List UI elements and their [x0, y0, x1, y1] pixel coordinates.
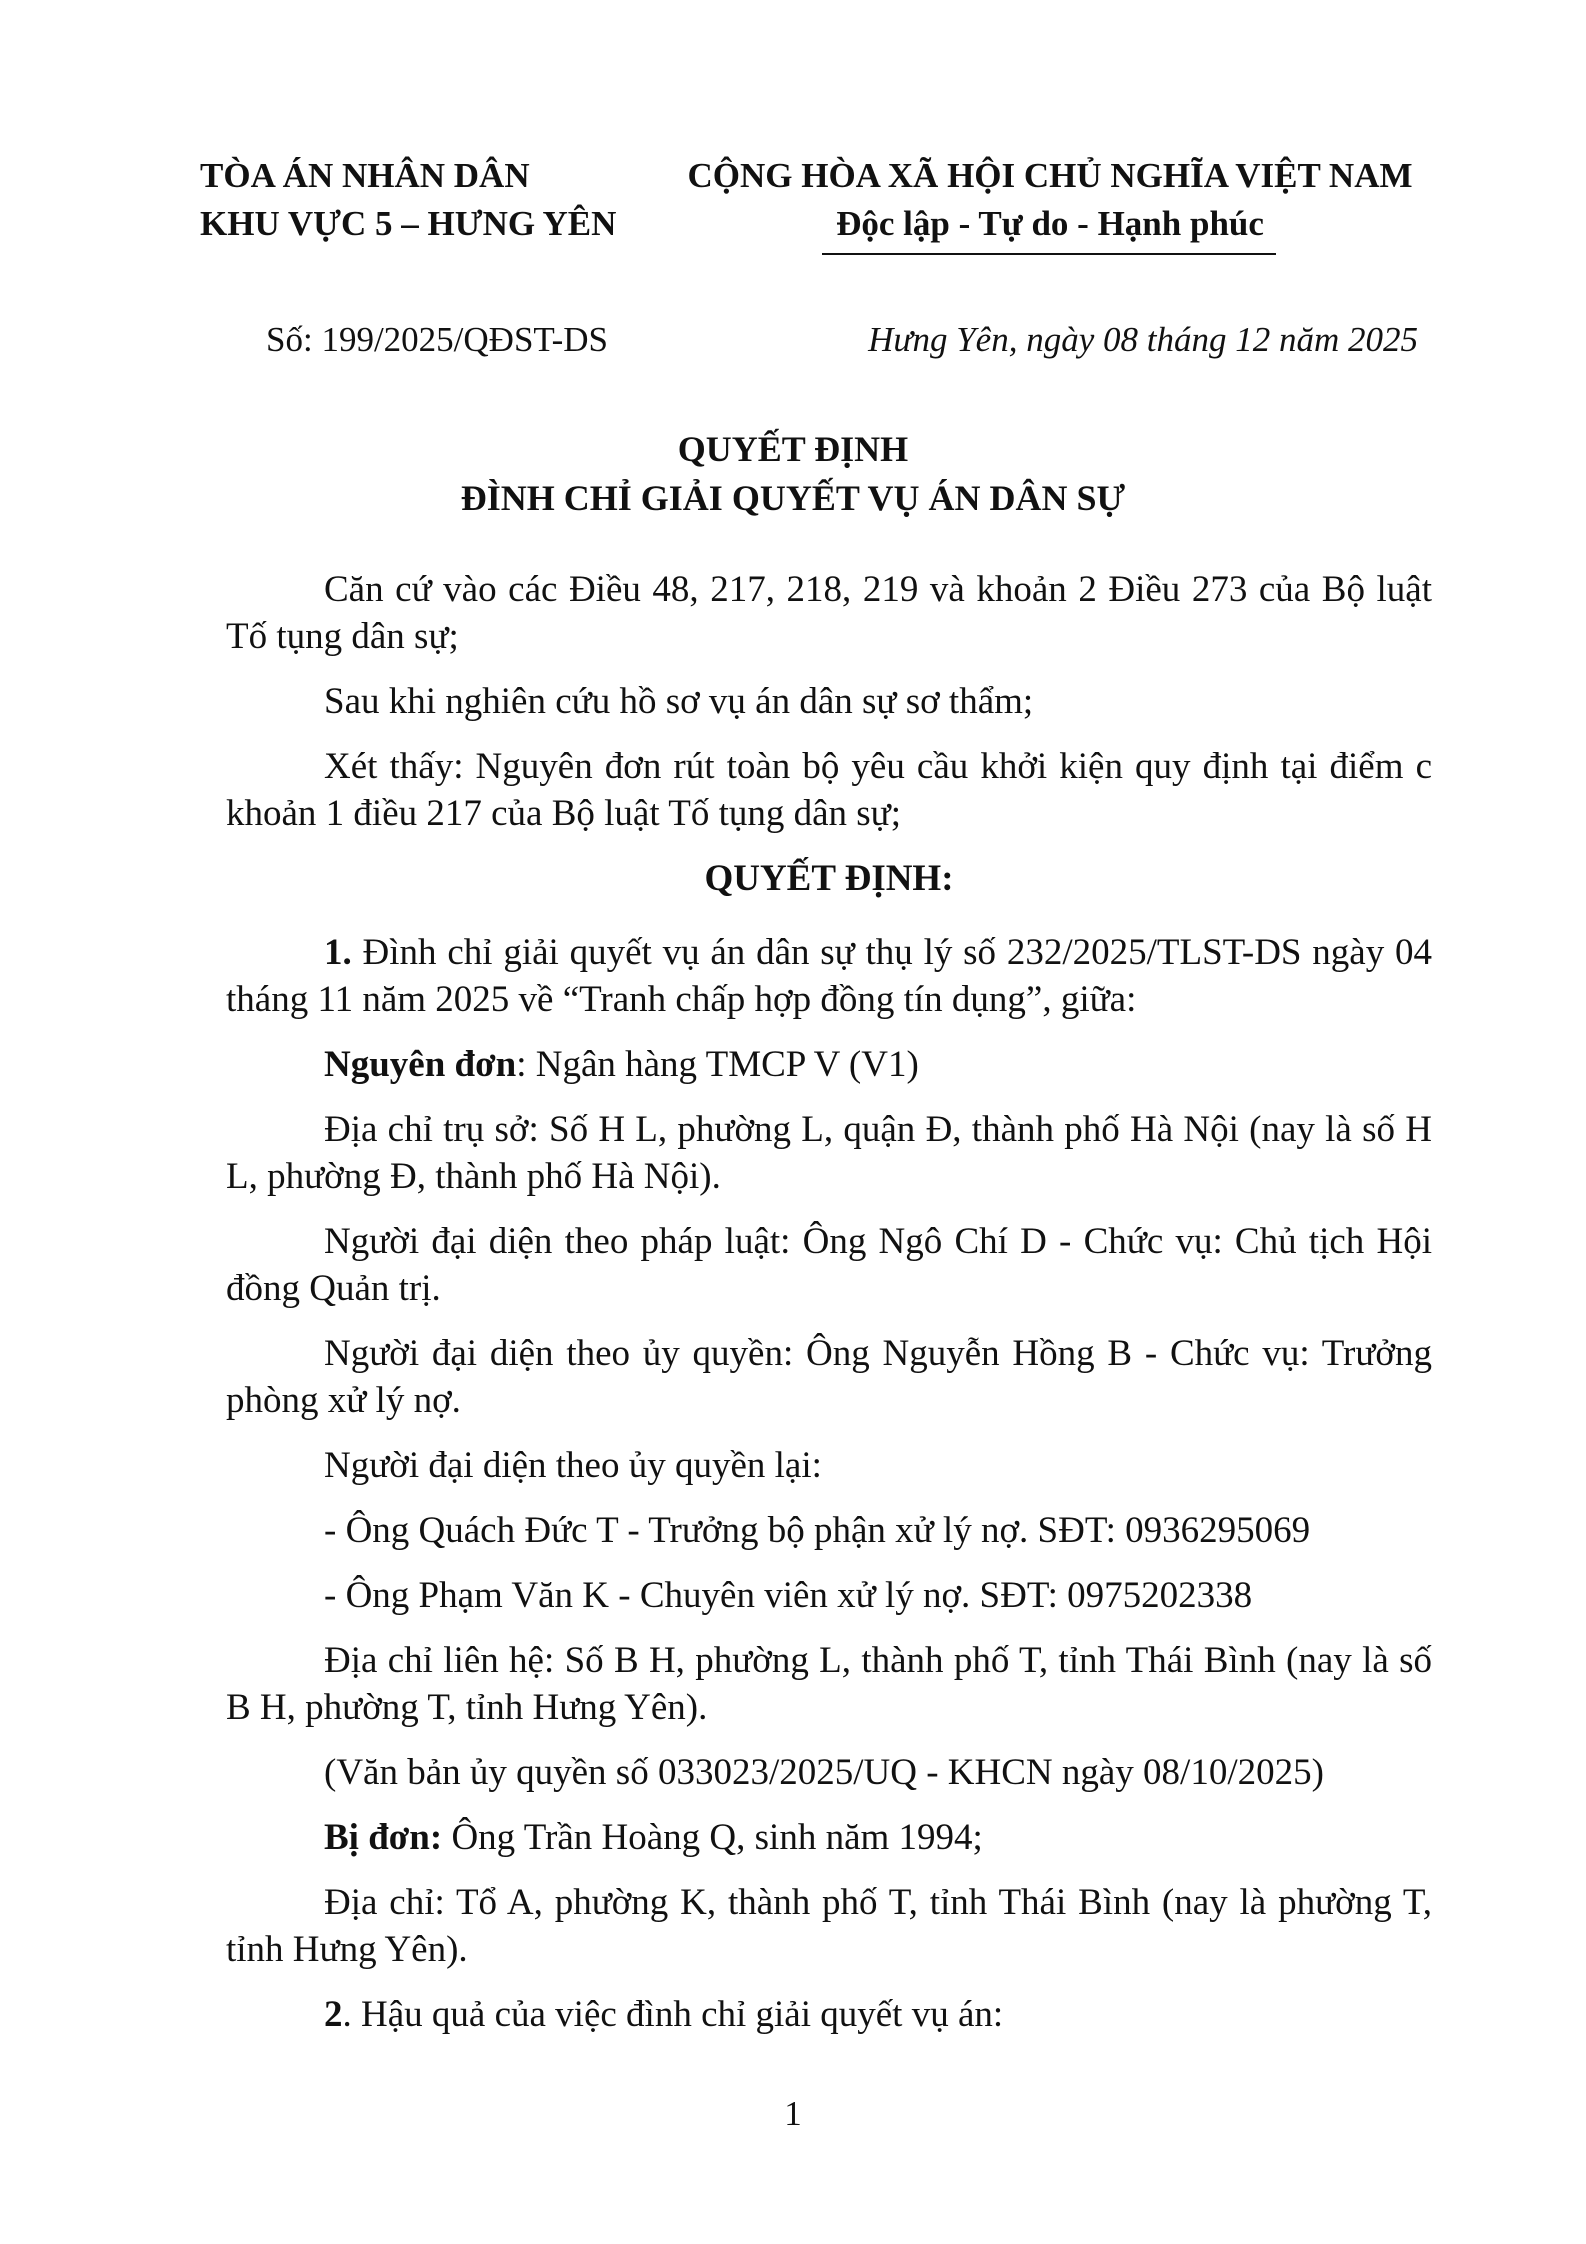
- motto-underline: [822, 253, 1276, 255]
- court-name-line1: TÒA ÁN NHÂN DÂN: [200, 156, 530, 195]
- authorized-representative: Người đại diện theo ủy quyền: Ông Nguyễn Hồng B - Chức vụ: Trưởng phòng xử lý nợ.: [226, 1333, 1432, 1421]
- legal-basis-paragraph: Căn cứ vào các Điều 48, 217, 218, 219 và khoản 2 Điều 273 của Bộ luật Tố tụng dân sự;: [226, 569, 1432, 657]
- court-name-line2: KHU VỰC 5 – HƯNG YÊN: [200, 204, 617, 243]
- item-1-number: 1.: [324, 932, 352, 973]
- national-motto-header: [680, 152, 1420, 248]
- document-title: [0, 425, 1586, 523]
- review-paragraph: Sau khi nghiên cứu hồ sơ vụ án dân sự sơ thẩm;: [324, 681, 1034, 722]
- item-2-paragraph: [226, 1991, 1432, 2038]
- legal-representative: Người đại diện theo pháp luật: Ông Ngô Chí D - Chức vụ: Chủ tịch Hội đồng Quản trị.: [226, 1221, 1432, 1309]
- national-motto: Độc lập - Tự do - Hạnh phúc: [836, 204, 1264, 243]
- item-2-text: . Hậu quả của việc đình chỉ giải quyết vụ án:: [342, 1994, 1004, 2035]
- plaintiff-name: : Ngân hàng TMCP V (V1): [516, 1044, 919, 1085]
- finding-paragraph: Xét thấy: Nguyên đơn rút toàn bộ yêu cầu khởi kiện quy định tại điểm c khoản 1 điều 217 của Bộ luật Tố tụng dân sự;: [226, 746, 1432, 834]
- defendant-name: Ông Trần Hoàng Q, sinh năm 1994;: [442, 1817, 983, 1858]
- sub-representative-2: - Ông Phạm Văn K - Chuyên viên xử lý nợ. SĐT: 0975202338: [324, 1575, 1253, 1616]
- item-1-text: Đình chỉ giải quyết vụ án dân sự thụ lý số 232/2025/TLST-DS ngày 04 tháng 11 năm 2025 về “Tranh chấp hợp đồng tín dụng”, giữa:: [226, 932, 1432, 1020]
- authorization-document: (Văn bản ủy quyền số 033023/2025/UQ - KHCN ngày 08/10/2025): [324, 1752, 1324, 1793]
- document-number: Số: 199/2025/QĐST-DS: [266, 320, 608, 359]
- page-number: 1: [784, 2094, 802, 2133]
- document-body: [226, 566, 1432, 2056]
- plaintiff-label: Nguyên đơn: [324, 1044, 517, 1085]
- court-name-header: [200, 152, 617, 248]
- contact-address: Địa chỉ liên hệ: Số B H, phường L, thành phố T, tỉnh Thái Bình (nay là số B H, phường T, tỉnh Hưng Yên).: [226, 1640, 1432, 1728]
- title-line1: QUYẾT ĐỊNH: [677, 429, 909, 469]
- plaintiff-address: Địa chỉ trụ sở: Số H L, phường L, quận Đ, thành phố Hà Nội (nay là số H L, phường Đ, thành phố Hà Nội).: [226, 1109, 1432, 1197]
- item-2-number: 2: [324, 1994, 343, 2035]
- defendant-paragraph: [226, 1814, 1432, 1861]
- defendant-label: Bị đơn:: [324, 1817, 443, 1858]
- sub-authorized-heading: Người đại diện theo ủy quyền lại:: [324, 1445, 822, 1486]
- item-1-paragraph: [226, 929, 1432, 1023]
- sub-representative-1: - Ông Quách Đức T - Trưởng bộ phận xử lý nợ. SĐT: 0936295069: [324, 1510, 1311, 1551]
- defendant-address: Địa chỉ: Tổ A, phường K, thành phố T, tỉnh Thái Bình (nay là phường T, tỉnh Hưng Yên).: [226, 1882, 1432, 1970]
- plaintiff-paragraph: [226, 1041, 1432, 1088]
- country-name: CỘNG HÒA XÃ HỘI CHỦ NGHĨA VIỆT NAM: [687, 156, 1413, 195]
- title-line2: ĐÌNH CHỈ GIẢI QUYẾT VỤ ÁN DÂN SỰ: [460, 478, 1126, 518]
- document-date: Hưng Yên, ngày 08 tháng 12 năm 2025: [868, 320, 1418, 359]
- decision-heading: QUYẾT ĐỊNH:: [704, 858, 954, 899]
